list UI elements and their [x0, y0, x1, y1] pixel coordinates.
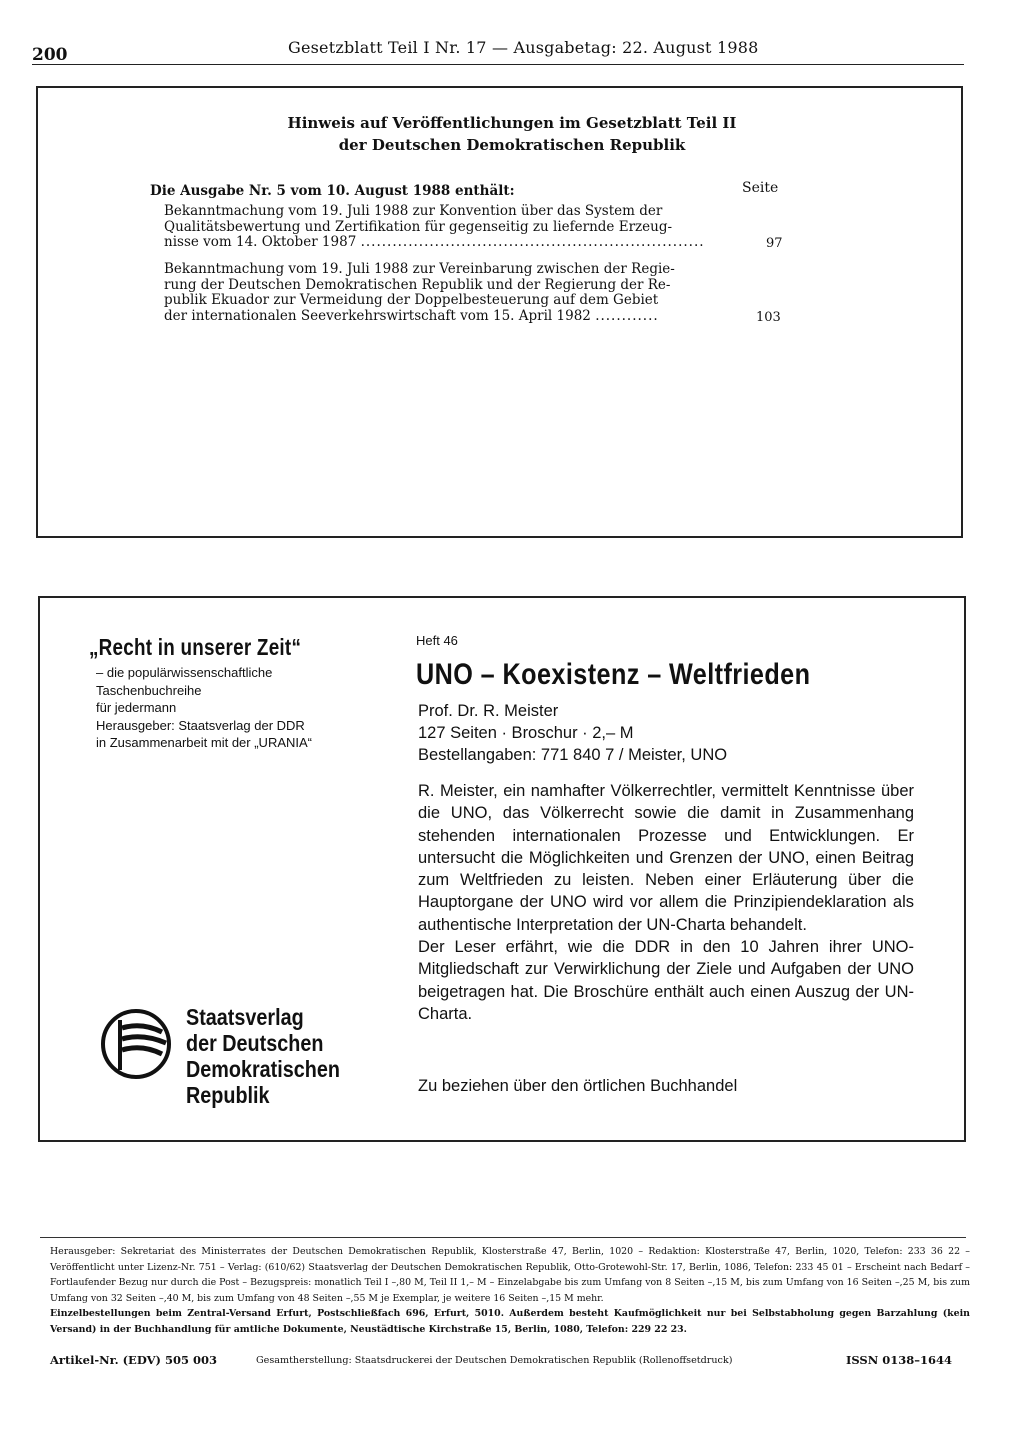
- running-head: Gesetzblatt Teil I Nr. 17 — Ausgabetag: 22. August 1988: [288, 38, 759, 57]
- book-description: [418, 780, 914, 1025]
- dot-leaders: ............: [595, 307, 659, 324]
- description-paragraph: R. Meister, ein namhafter Völkerrechtler, vermittelt Kenntnisse über die UNO, das Völkerrecht sowie die damit in Zusammenhang stehenden internationalen Prozesse und Entwicklungen. Er untersucht die Möglichkeiten und Grenzen der UNO, einen Beitrag zum Weltfrieden zu leisten. Neben einer Erläuterung über die Hauptorgane der UNO wird vor allem die Prinzipiendeklaration als authentische Interpretation der UN-Charta behandelt.: [418, 782, 914, 934]
- article-number: Artikel-Nr. (EDV) 505 003: [50, 1353, 217, 1367]
- seite-label: Seite: [742, 180, 779, 196]
- imprint-text: Herausgeber: Sekretariat des Ministerrates der Deutschen Demokratischen Republik, Klosterstraße 47, Berlin, 1020 – Redaktion: Klosterstraße 47, Berlin, 1020, Telefon: 233 36 22 – Veröffentlicht unter Lizenz-Nr. 751 – Verlag: (610/62) Staatsverlag der Deutschen Demokratischen Republik, Otto-Grotewohl-Str. 17, Berlin, 1086, Telefon: 233 45 01 – Erscheint nach Bedarf – Fortlaufender Bezug nur durch die Post – Bezugspreis: monatlich Teil I –,80 M, Teil II 1,– M – Einzelabgabe bis zum Umfang von 8 Seiten –,15 M, bis zum Umfang von 16 Seiten –,25 M, bis zum Umfang von 32 Seiten –,40 M, bis zum Umfang von 48 Seiten –,55 M je Exemplar, je weitere 16 Seiten –,15 M mehr.: [50, 1246, 970, 1304]
- entry-line: Qualitätsbewertung und Zertifikation für gegenseitig zu liefernde Erzeug-: [164, 218, 673, 235]
- entry-line-text: der internationalen Seeverkehrswirtschaft vom 15. April 1982: [164, 307, 591, 324]
- entry-line: rung der Deutschen Demokratischen Republik und der Regierung der Re-: [164, 276, 671, 293]
- imprint-orders: Einzelbestellungen beim Zentral-Versand Erfurt, Postschließfach 696, Erfurt, 5010. Außerdem besteht Kaufmöglichkeit nur bei Selbstabholung gegen Barzahlung (kein Versand) in der Buchhandlung für amtliche Dokumente, Neustädtische Kirchstraße 15, Berlin, 1080, Telefon: 229 22 23.: [50, 1308, 970, 1335]
- page-number: 200: [32, 45, 68, 65]
- series-desc-line: Taschenbuchreihe: [96, 682, 202, 698]
- dot-leaders: .................................................................: [360, 234, 705, 250]
- availability-note: Zu beziehen über den örtlichen Buchhandel: [418, 1077, 738, 1095]
- book-meta: [418, 700, 727, 766]
- entry-line-text: nisse vom 14. Oktober 1987: [164, 234, 357, 250]
- book-pages-price: 127 Seiten · Broschur · 2,– M: [418, 724, 634, 742]
- publisher-name-line: Staatsverlag: [186, 1004, 304, 1030]
- description-paragraph: Der Leser erfährt, wie die DDR in den 10 Jahren ihrer UNO-Mitgliedschaft zur Verwirklichung der Ziele und Aufgaben der UNO beigetragen hat. Die Broschüre enthält auch einen Auszug der UN-Charta.: [418, 938, 914, 1023]
- notice-entry: [164, 262, 754, 324]
- publisher-logo-icon: [100, 1008, 172, 1080]
- header-rule: [32, 64, 964, 65]
- book-author: Prof. Dr. R. Meister: [418, 702, 559, 720]
- imprint-rule: [40, 1237, 966, 1238]
- entry-line: [164, 309, 754, 325]
- imprint: [50, 1244, 970, 1338]
- footer-line: [50, 1353, 970, 1367]
- series-desc-line: Herausgeber: Staatsverlag der DDR: [96, 717, 305, 733]
- entry-line: publik Ekuador zur Vermeidung der Doppelbesteuerung auf dem Gebiet: [164, 292, 659, 308]
- series-desc-line: – die populärwissenschaftliche: [96, 665, 273, 680]
- notice-title-line1: Hinweis auf Veröffentlichungen im Gesetzblatt Teil II: [287, 114, 737, 132]
- book-title: UNO – Koexistenz – Weltfrieden: [416, 658, 811, 691]
- publisher-name-line: Demokratischen: [186, 1056, 340, 1082]
- notice-title-line2: der Deutschen Demokratischen Republik: [338, 136, 686, 154]
- issn: ISSN 0138–1644: [845, 1353, 952, 1367]
- entry-line: Bekanntmachung vom 19. Juli 1988 zur Konvention über das System der: [164, 203, 663, 219]
- series-desc-line: in Zusammenarbeit mit der „URANIA“: [96, 735, 312, 750]
- series-description: [96, 664, 312, 752]
- publisher-name: [186, 1004, 340, 1108]
- entry-line: Bekanntmachung vom 19. Juli 1988 zur Vereinbarung zwischen der Regie-: [164, 261, 675, 277]
- entry-line: [164, 235, 754, 251]
- series-desc-line: für jedermann: [96, 700, 177, 715]
- issue-line: Die Ausgabe Nr. 5 vom 10. August 1988 enthält:: [150, 183, 515, 199]
- page-reference: 103: [756, 310, 781, 325]
- page-reference: 97: [766, 236, 783, 251]
- publisher-name-line: der Deutschen: [186, 1030, 324, 1056]
- series-title: „Recht in unserer Zeit“: [89, 634, 302, 660]
- publisher-name-line: Republik: [186, 1082, 270, 1108]
- notice-entry: [164, 204, 754, 251]
- printer-info: Gesamtherstellung: Staatsdruckerei der Deutschen Demokratischen Republik (Rollenoffsetdruck): [256, 1355, 733, 1366]
- heft-number: Heft 46: [416, 633, 458, 648]
- book-order-info: Bestellangaben: 771 840 7 / Meister, UNO: [418, 746, 728, 764]
